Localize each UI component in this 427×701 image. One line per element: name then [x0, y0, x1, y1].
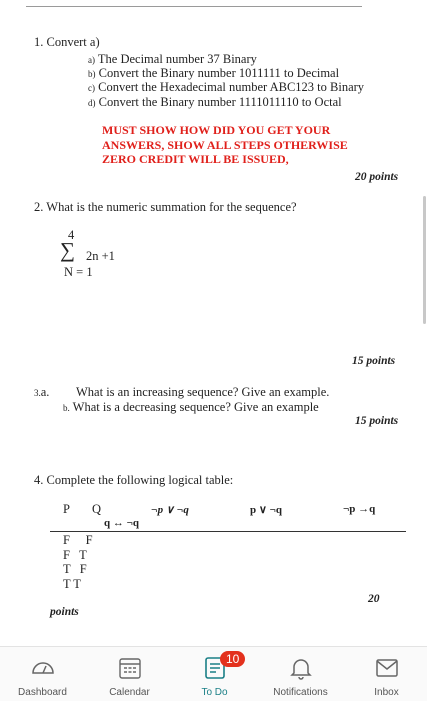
- inbox-icon: [374, 655, 400, 681]
- q3-number: 3.a.: [34, 385, 50, 399]
- bell-icon: [288, 655, 314, 681]
- tab-todo[interactable]: [172, 647, 257, 701]
- bottom-tab-bar: [0, 646, 427, 701]
- table-row-1: F F: [63, 533, 93, 547]
- calendar-icon: [117, 655, 143, 681]
- table-row-4: T T: [63, 577, 81, 591]
- table-header-biconditional: q ↔ ¬q: [104, 517, 140, 529]
- table-header-not-p-or-not-q: ¬p ∨ ¬q: [151, 504, 189, 516]
- tab-calendar[interactable]: [87, 647, 172, 701]
- table-row-3: T F: [63, 562, 87, 576]
- tab-dashboard-label: Dashboard: [18, 687, 67, 698]
- q1-item-d: d) Convert the Binary number 1111011110 to Octal: [88, 95, 342, 109]
- table-header-p-or-not-q: p ∨ ¬q: [250, 504, 283, 516]
- q1-item-a: a) The Decimal number 37 Binary: [88, 52, 257, 66]
- q2-heading: 2. What is the numeric summation for the sequence?: [34, 200, 297, 214]
- table-header-not-p-implies-q: ¬p →q: [343, 503, 376, 515]
- tab-notifications[interactable]: [258, 647, 343, 701]
- q4-points-word: points: [50, 606, 79, 618]
- tab-dashboard[interactable]: [0, 647, 85, 701]
- q3-points: 15 points: [355, 415, 399, 427]
- table-row-2: F T: [63, 548, 87, 562]
- tab-inbox[interactable]: [344, 647, 427, 701]
- q1-item-c: c) Convert the Hexadecimal number ABC123 to Binary: [88, 80, 365, 94]
- sum-expression: 2n +1: [86, 249, 115, 263]
- scrollbar[interactable]: [423, 196, 426, 324]
- q3-b: b. What is a decreasing sequence? Give an example: [63, 400, 319, 414]
- todo-badge: 10: [220, 651, 245, 667]
- q1-heading: 1. Convert a): [34, 35, 100, 49]
- tab-inbox-label: Inbox: [374, 687, 399, 698]
- table-header-rule: [50, 531, 406, 532]
- q3-a-text: What is an increasing sequence? Give an example.: [76, 385, 330, 399]
- table-header-p: P: [63, 502, 70, 516]
- sigma-symbol: ∑: [60, 238, 75, 262]
- q4-heading: 4. Complete the following logical table:: [34, 473, 234, 487]
- tab-notifications-label: Notifications: [273, 687, 328, 698]
- q1-item-b: b) Convert the Binary number 1011111 to Decimal: [88, 66, 340, 80]
- tab-todo-label: To Do: [201, 687, 228, 698]
- tab-calendar-label: Calendar: [109, 687, 150, 698]
- q2-points: 15 points: [352, 355, 396, 367]
- top-divider: [26, 6, 362, 7]
- table-header-q: Q: [92, 502, 102, 516]
- sum-upper-bound: 4: [68, 228, 75, 242]
- dashboard-icon: [30, 655, 56, 681]
- q1-points: 20 points: [355, 171, 399, 183]
- q1-warning: MUST SHOW HOW DID YOU GET YOUR ANSWERS, SHOW ALL STEPS OTHERWISE ZERO CREDIT WILL BE ISSUED,: [102, 123, 348, 166]
- sum-lower-bound: N = 1: [64, 265, 93, 279]
- q4-points-number: 20: [368, 593, 380, 605]
